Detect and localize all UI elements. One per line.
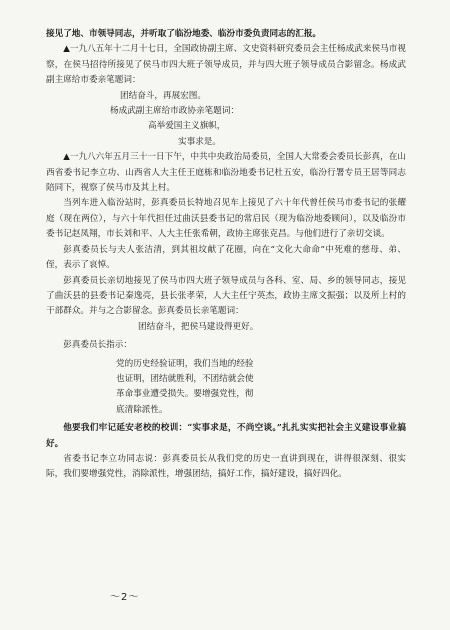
instruction-line-1: 党的历史经验证明，我们当地的经验 xyxy=(116,358,254,369)
paragraph-li-remarks: 省委书记李立功同志说：彭真委员长从我们党的历史一直讲到现在，讲得很深刻、很实际，我们要增强党性，消除派性，增强团结，搞好工作，搞好建设，搞好四化。 xyxy=(46,453,406,480)
paragraph-train-station: 当列车进入临汾站时，彭真委员长特地召见车上接见了六十年代曾任侯马市委书记的张耀庭（现在两位），与六十年代担任过曲沃县委书记的常启民（现为临汾地委顾问），以及临汾市委书记赵凤翔，市长刘和平、人大主任张希朝，政协主席张克昌。与他们进行了亲切交谈。 xyxy=(46,198,406,240)
paragraph-1: 接见了地、市领导同志，并听取了临汾地委、临汾市委负责同志的汇报。 xyxy=(46,29,322,39)
paragraph-motto: 他要我们牢记延安老校的校训：“实事求是，不尚空谈。”扎扎实实把社会主义建设事业搞好。 xyxy=(46,423,406,449)
inscription-3: 团结奋斗，把侯马建设得更好。 xyxy=(138,321,259,332)
instruction-line-4: 底清除派性。 xyxy=(116,404,168,415)
paragraph-memorial: 彭真委员长与夫人张洁清，到其祖坟献了花圈，向在“文化大命命”中死难的慈母、弟、侄，表示了哀悼。 xyxy=(46,244,406,271)
paragraph-reception: 彭真委员长亲切地接见了侯马市四大班子领导成员与各科、室、局、乡的领导同志，接见了曲沃县的县委书记秦逸亮，县长张孝荣，人大主任宁英杰，政协主席文振强；以及所上村的干部群众。并与之合影留念。彭真委员长亲笔题词： xyxy=(46,275,406,317)
instruction-line-3: 革命事业遭受损失。要增强党性，彻 xyxy=(116,389,254,400)
inscription-2-line-2: 实事求是。 xyxy=(178,136,221,147)
inscription-intro: 杨成武副主席给市政协亲笔题词： xyxy=(110,106,239,117)
instruction-heading: 彭真委员长指示： xyxy=(63,340,132,351)
inscription-2-line-1: 高举爱国主义旗帜， xyxy=(148,121,226,132)
paragraph-peng-visit: ▲一九八六年五月三十一日下午，中共中央政治局委员，全国人大常委会委员长彭真，在山西省委书记李立功、山西省人大主任王庭栋和临汾地委书记杜五安，临汾行署专员王居等同志陪同下，视察了侯马市及其上村。 xyxy=(46,152,406,194)
paragraph-yang-visit: ▲一九八五年十二月十七日，全国政协副主席、文史资料研究委员会主任杨成武来侯马市视察，在侯马招待所接见了侯马市四大班子领导成员，并与四大班子领导成员合影留念。杨成武副主席给市委亲笔题词： xyxy=(46,44,406,86)
page-number: ～2～ xyxy=(110,592,140,603)
inscription-1: 团结奋斗，再展宏图。 xyxy=(120,90,206,101)
instruction-line-2: 也证明，团结就胜利，不团结就会使 xyxy=(116,373,254,384)
